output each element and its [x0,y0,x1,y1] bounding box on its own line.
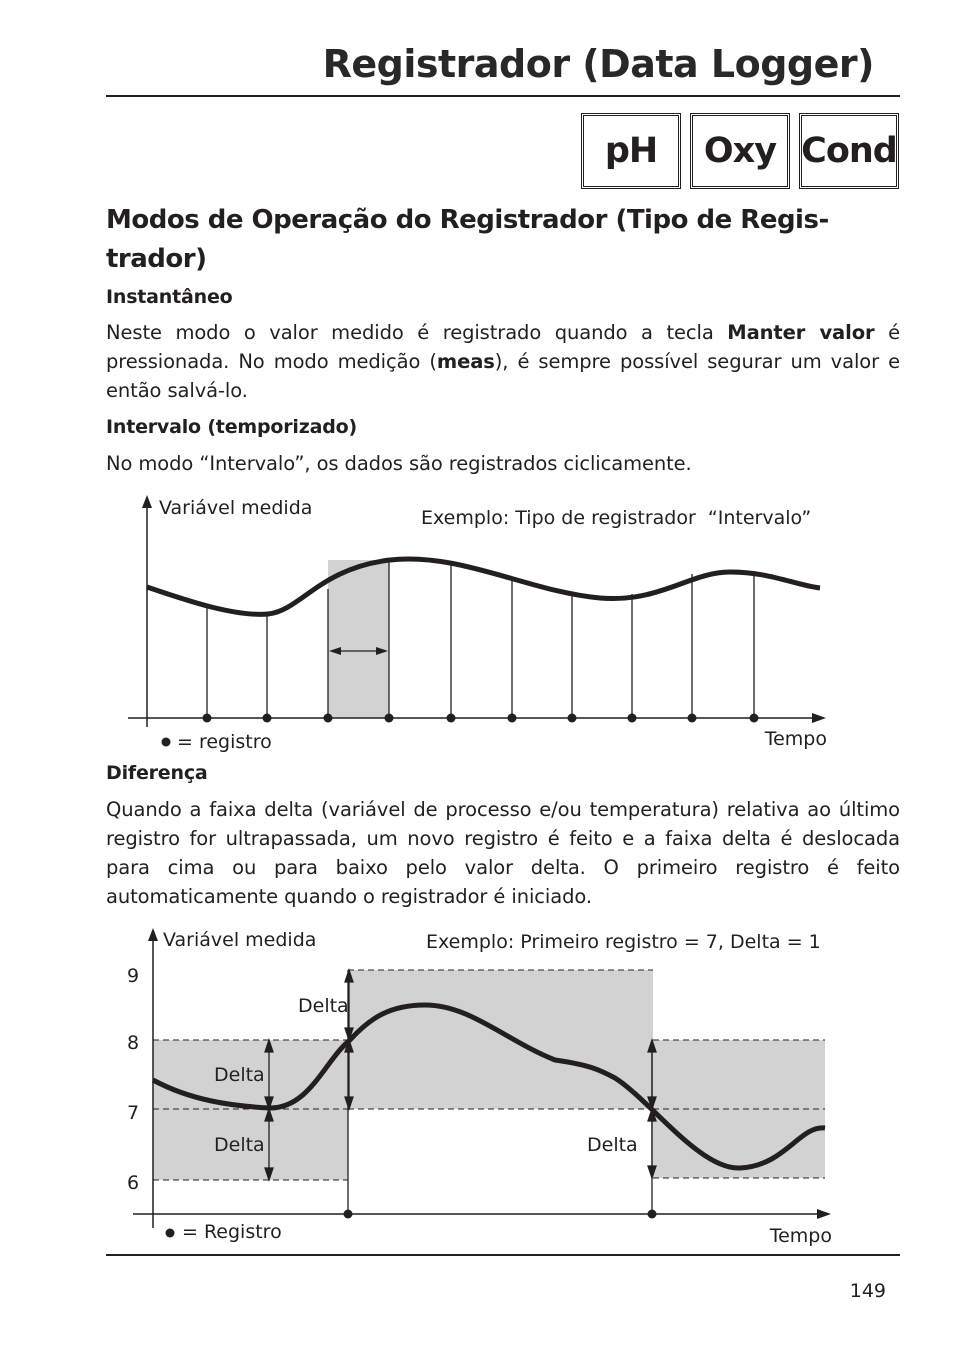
badge-oxy: Oxy [690,113,790,189]
paragraph-diferenca: Quando a faixa delta (variável de processo e/ou temperatura) relativa ao último registro for ultrapassada, um novo registro é feito e a faixa delta é deslocada para cima ou para baixo pelo valor delta. O primeiro registro é feito automaticamente quando o registrador é iniciado. [106,798,900,908]
delta-label-top: Delta [298,995,349,1017]
delta-label-right: Delta [587,1134,638,1156]
mode-name-meas: meas [436,350,495,373]
heading-intervalo: Intervalo (temporizado) [106,416,357,438]
text-part: Neste modo o valor medido é registrado quando a tecla [106,321,728,344]
heading-instantaneo: Instantâneo [106,286,233,308]
y-tick-7: 7 [127,1102,140,1124]
text-part: é pressionada. No modo medição ( [106,321,900,373]
diagram2-legend: = Registro [182,1221,282,1243]
y-axis-arrow-icon [148,928,158,941]
legend-dot-icon [166,1229,175,1238]
diagram1-legend: = registro [177,731,272,753]
delta-band-1 [153,1040,348,1180]
diagram1-y-label: Variável medida [159,497,313,519]
page-number: 149 [849,1280,886,1302]
y-tick-8: 8 [127,1032,140,1054]
diagram2-x-label: Tempo [769,1225,832,1247]
delta-band-2 [348,970,653,1109]
paragraph-intervalo: No modo “Intervalo”, os dados são registrados ciclicamente. [106,452,692,475]
y-tick-6: 6 [127,1172,140,1194]
badge-cond: Cond [799,113,899,189]
footer-rule [106,1254,900,1256]
delta-label-left-upper: Delta [214,1064,265,1086]
diagram1-x-label: Tempo [764,728,827,750]
page-title: Registrador (Data Logger) [322,42,874,86]
diagram1-example: Exemplo: Tipo de registrador “Intervalo” [421,507,812,529]
diagram2-example: Exemplo: Primeiro registro = 7, Delta = 1 [426,931,821,953]
badge-ph: pH [581,113,681,189]
heading-diferenca: Diferença [106,762,208,784]
delta-label-left-lower: Delta [214,1134,265,1156]
section-title-line-2: trador) [106,244,207,274]
text-part: ), é sempre possível segurar um valor e então salvá-lo. [106,350,900,402]
section-title-line-1: Modos de Operação do Registrador (Tipo de Regis- [106,205,829,235]
x-axis-arrow-icon [817,1209,831,1219]
diagram2-y-label: Variável medida [163,929,317,951]
key-name-manter-valor: Manter valor [727,321,875,344]
y-tick-9: 9 [127,965,140,987]
